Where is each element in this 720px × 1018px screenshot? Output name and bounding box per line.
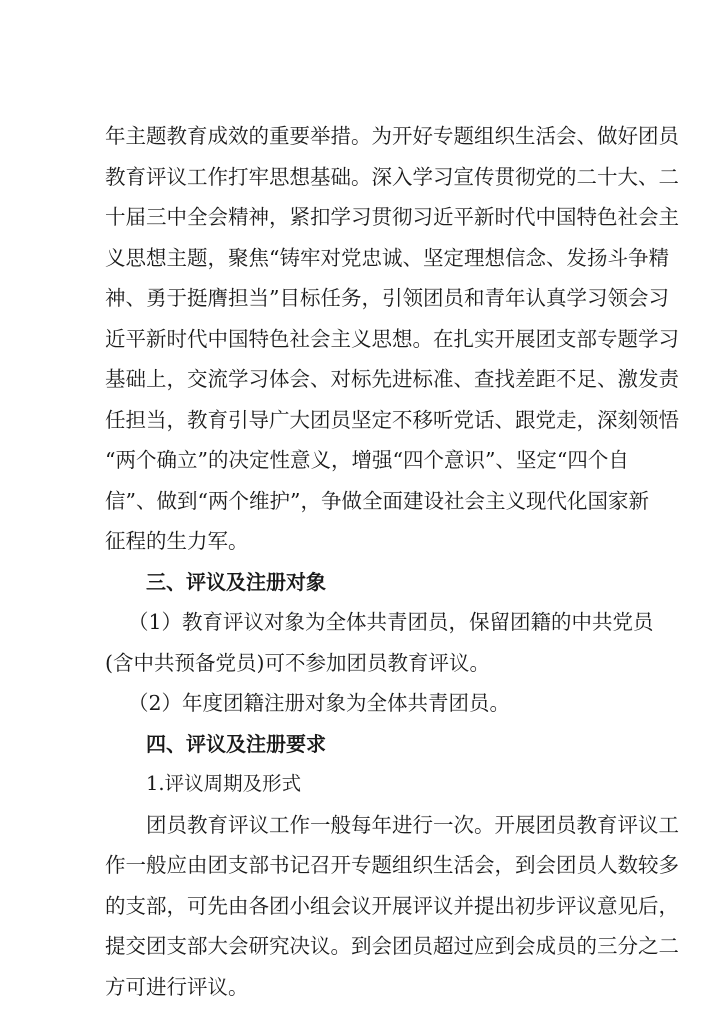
section-four-heading: 四、评议及注册要求 xyxy=(146,731,326,756)
section-three-item2: （2）年度团籍注册对象为全体共青团员。 xyxy=(128,691,511,715)
section-three-item1-line1: （1）教育评议对象为全体共青团员，保留团籍的中共党员 xyxy=(128,610,654,634)
section-four-subheading: 1.评议周期及形式 xyxy=(146,772,302,795)
paragraph-line-9: “两个确立”的决定性意义，增强“四个意识”、坚定“四个自 xyxy=(105,448,629,472)
section-four-paragraph-line-2: 作一般应由团支部书记召开专题组织生活会，到会团员人数较多 xyxy=(105,853,679,877)
section-four-paragraph-line-5: 方可进行评议。 xyxy=(105,974,249,999)
section-four-paragraph-line-1: 团员教育评议工作一般每年进行一次。开展团员教育评议工 xyxy=(146,812,679,837)
section-four-paragraph-line-4: 提交团支部大会研究决议。到会团员超过应到会成员的三分之二 xyxy=(105,934,679,958)
paragraph-line-2: 教育评议工作打牢思想基础。深入学习宣传贯彻党的二十大、二 xyxy=(105,164,679,189)
section-three-item1-line2: (含中共预备党员)可不参加团员教育评议。 xyxy=(105,650,490,675)
paragraph-line-4: 义思想主题，聚焦“铸牢对党忠诚、坚定理想信念、发扬斗争精 xyxy=(105,245,669,270)
section-four-paragraph-line-3: 的支部，可先由各团小组会议开展评议并提出初步评议意见后， xyxy=(105,893,679,918)
paragraph-line-3: 十届三中全会精神，紧扣学习贯彻习近平新时代中国特色社会主 xyxy=(105,205,679,229)
paragraph-line-11: 征程的生力军。 xyxy=(105,529,249,553)
paragraph-line-5: 神、勇于挺膺担当”目标任务，引领团员和青年认真学习领会习 xyxy=(105,286,669,310)
paragraph-line-6: 近平新时代中国特色社会主义思想。在扎实开展团支部专题学习 xyxy=(105,326,679,351)
paragraph-line-10: 信”、做到“两个维护”，争做全面建设社会主义现代化国家新 xyxy=(105,488,649,513)
section-three-heading: 三、评议及注册对象 xyxy=(146,569,326,594)
paragraph-line-8: 任担当，教育引导广大团员坚定不移听党话、跟党走，深刻领悟 xyxy=(105,407,679,432)
paragraph-line-7: 基础上，交流学习体会、对标先进标准、查找差距不足、激发责 xyxy=(105,367,679,391)
paragraph-line-1: 年主题教育成效的重要举措。为开好专题组织生活会、做好团员 xyxy=(105,124,679,148)
